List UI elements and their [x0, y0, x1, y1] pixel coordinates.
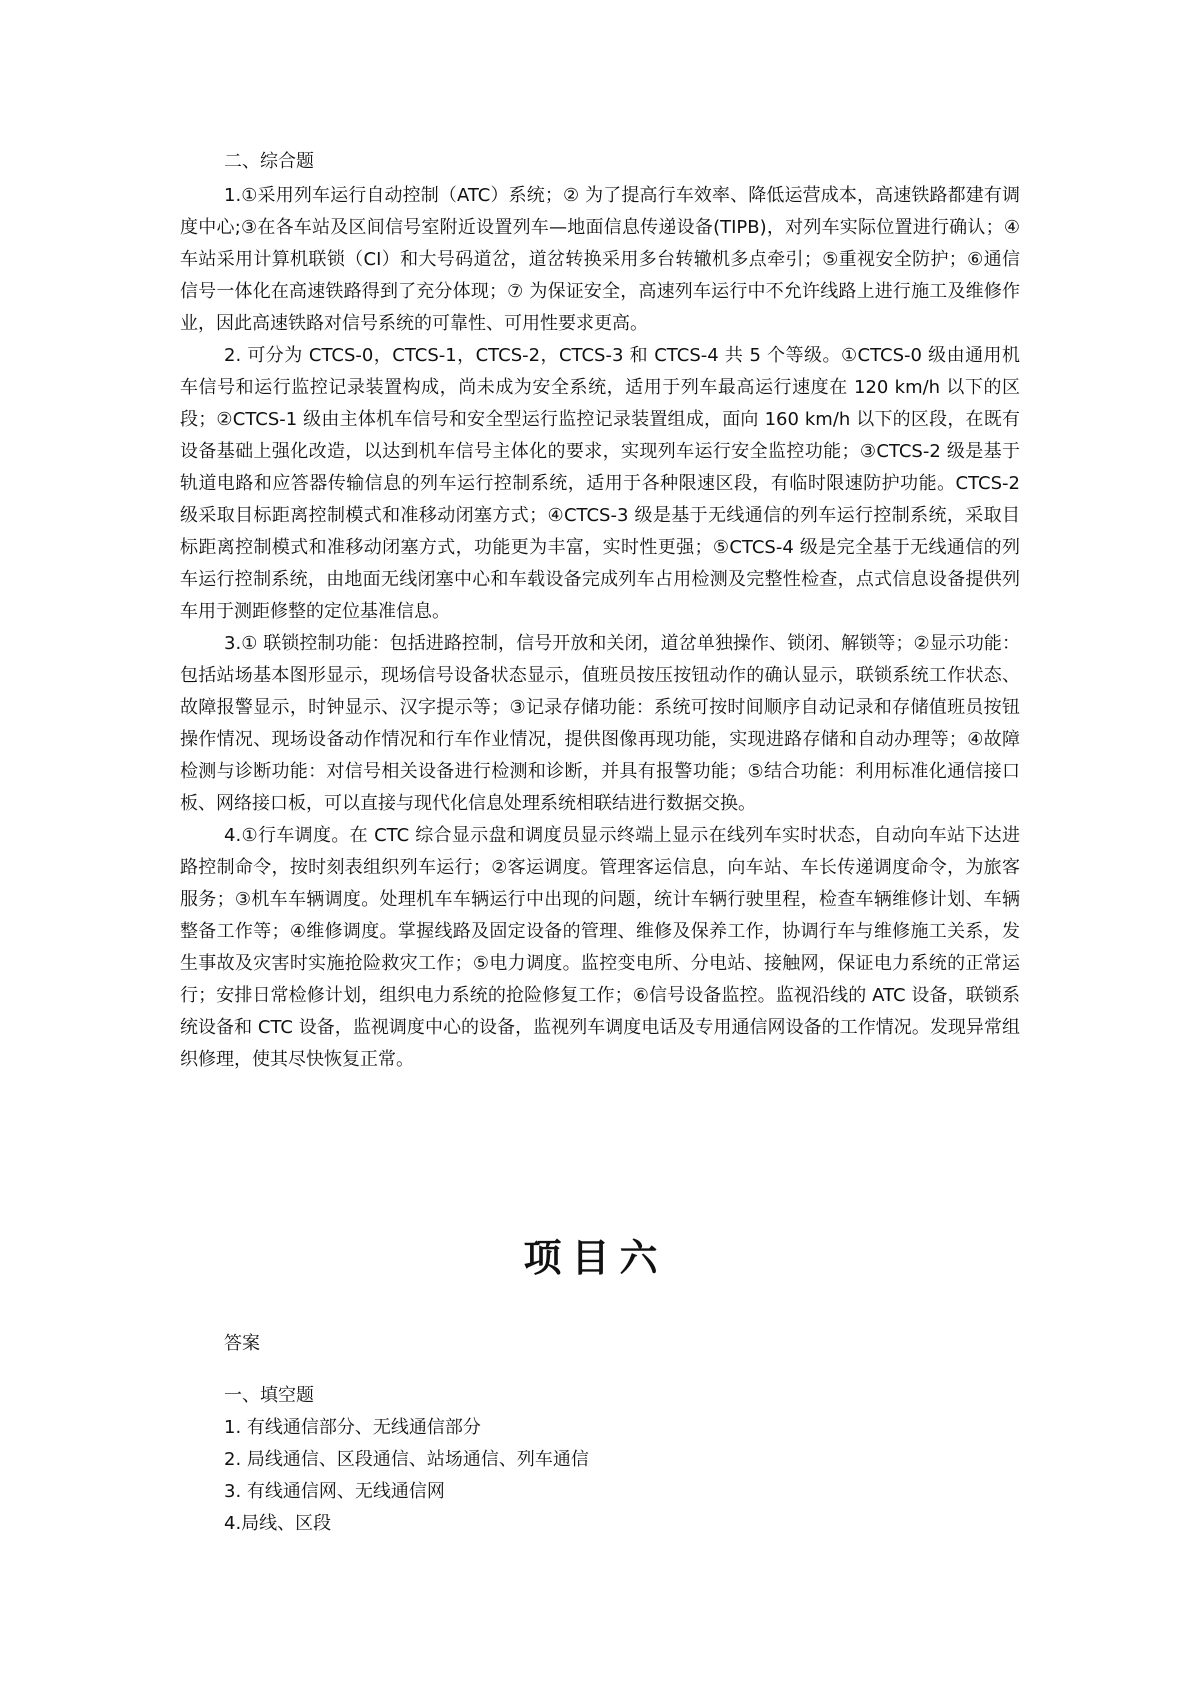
list-item: 4.局线、区段	[224, 1513, 332, 1534]
project-title: 项目六	[523, 1236, 668, 1280]
list-item: 2. 局线通信、区段通信、站场通信、列车通信	[224, 1449, 589, 1470]
list-item: 3. 有线通信网、无线通信网	[224, 1481, 445, 1502]
section-heading-fill-in: 一、填空题	[224, 1385, 314, 1406]
answer-paragraph-3: 3.① 联锁控制功能：包括进路控制，信号开放和关闭，道岔单独操作、锁闭、解锁等；②显示功能：包括站场基本图形显示，现场信号设备状态显示，值班员按压按钮动作的确认显示，联锁系统工作状态、故障报警显示，时钟显示、汉字提示等；③记录存储功能：系统可按时间顺序自动记录和存储值班员按钮操作情况、现场设备动作情况和行车作业情况，提供图像再现功能，实现进路存储和自动办理等；④故障检测与诊断功能：对信号相关设备进行检测和诊断，并具有报警功能；⑤结合功能：利用标准化通信接口板、网络接口板，可以直接与现代化信息处理系统相联结进行数据交换。	[180, 633, 1020, 814]
list-item: 1. 有线通信部分、无线通信部分	[224, 1417, 481, 1438]
answer-paragraph-4: 4.①行车调度。在 CTC 综合显示盘和调度员显示终端上显示在线列车实时状态，自动向车站下达进路控制命令，按时刻表组织列车运行；②客运调度。管理客运信息，向车站、车长传递调度命令，为旅客服务；③机车车辆调度。处理机车车辆运行中出现的问题，统计车辆行驶里程，检查车辆维修计划、车辆整备工作等；④维修调度。掌握线路及固定设备的管理、维修及保养工作，协调行车与维修施工关系，发生事故及灾害时实施抢险救灾工作；⑤电力调度。监控变电所、分电站、接触网，保证电力系统的正常运行；安排日常检修计划，组织电力系统的抢险修复工作；⑥信号设备监控。监视沿线的 ATC 设备，联锁系统设备和 CTC 设备，监视调度中心的设备，监视列车调度电话及专用通信网设备的工作情况。发现异常组织修理，使其尽快恢复正常。	[180, 825, 1020, 1070]
fill-in-answer-list	[224, 1412, 1004, 1540]
answer-paragraph-2: 2. 可分为 CTCS-0，CTCS-1，CTCS-2，CTCS-3 和 CTCS-4 共 5 个等级。①CTCS-0 级由通用机车信号和运行监控记录装置构成，尚未成为安全系统，适用于列车最高运行速度在 120 km/h 以下的区段；②CTCS-1 级由主体机车信号和安全型运行监控记录装置组成，面向 160 km/h 以下的区段，在既有设备基础上强化改造，以达到机车信号主体化的要求，实现列车运行安全监控功能；③CTCS-2 级是基于轨道电路和应答器传输信息的列车运行控制系统，适用于各种限速区段，有临时限速防护功能。CTCS-2 级采取目标距离控制模式和准移动闭塞方式；④CTCS-3 级是基于无线通信的列车运行控制系统，采取目标距离控制模式和准移动闭塞方式，功能更为丰富，实时性更强；⑤CTCS-4 级是完全基于无线通信的列车运行控制系统，由地面无线闭塞中心和车载设备完成列车占用检测及完整性检查，点式信息设备提供列车用于测距修整的定位基准信息。	[180, 345, 1020, 622]
section-heading-comprehensive: 二、综合题	[224, 151, 314, 172]
answers-label: 答案	[224, 1333, 260, 1354]
comprehensive-section	[180, 146, 1020, 1076]
answer-paragraph-1: 1.①采用列车运行自动控制（ATC）系统；② 为了提高行车效率、降低运营成本，高速铁路都建有调度中心;③在各车站及区间信号室附近设置列车—地面信息传递设备(TIPB)，对列车实际位置进行确认；④车站采用计算机联锁（CI）和大号码道岔，道岔转换采用多台转辙机多点牵引；⑤重视安全防护；⑥通信信号一体化在高速铁路得到了充分体现；⑦ 为保证安全，高速列车运行中不允许线路上进行施工及维修作业，因此高速铁路对信号系统的可靠性、可用性要求更高。	[180, 185, 1020, 334]
answers-section	[224, 1328, 1004, 1540]
